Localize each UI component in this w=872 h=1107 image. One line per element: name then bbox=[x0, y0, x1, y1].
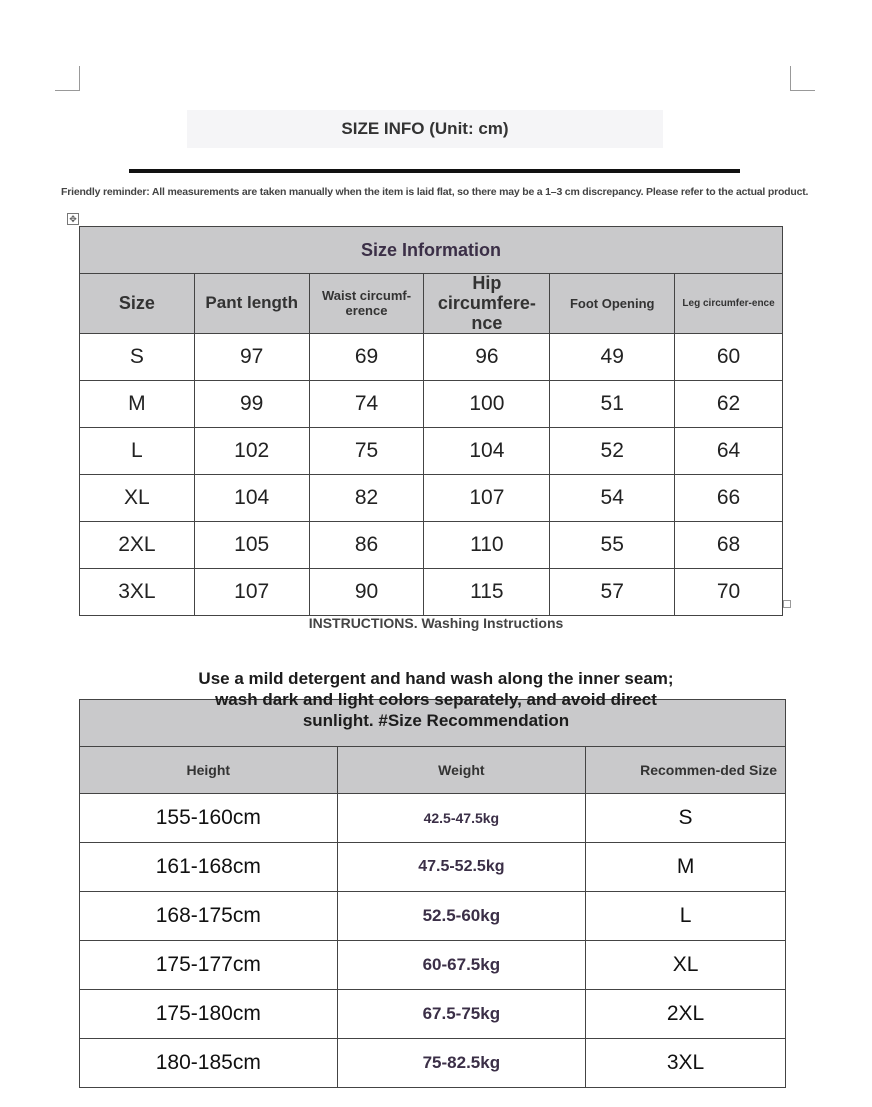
cell-size: 2XL bbox=[80, 522, 195, 569]
table-row bbox=[80, 794, 786, 843]
cell-hip: 110 bbox=[424, 522, 550, 569]
table-row bbox=[80, 892, 786, 941]
cell-weight: 42.5-47.5kg bbox=[337, 794, 586, 843]
cell-foot-opening: 57 bbox=[550, 569, 675, 616]
header-recommended-size: Recommen-ded Size bbox=[586, 747, 786, 794]
header-waist-circumference: Waist circumf-erence bbox=[309, 274, 424, 334]
cell-pant-length: 105 bbox=[194, 522, 309, 569]
table-row bbox=[80, 941, 786, 990]
instructions-title: INSTRUCTIONS. Washing Instructions bbox=[308, 615, 564, 631]
cell-leg: 62 bbox=[675, 381, 783, 428]
cell-size: S bbox=[80, 334, 195, 381]
cell-hip: 107 bbox=[424, 475, 550, 522]
cell-weight: 47.5-52.5kg bbox=[337, 843, 586, 892]
cell-pant-length: 97 bbox=[194, 334, 309, 381]
table-resize-handle[interactable] bbox=[783, 600, 791, 608]
table-row bbox=[80, 1039, 786, 1088]
header-hip-circumference: Hip circumfere-nce bbox=[424, 274, 550, 334]
cell-leg: 70 bbox=[675, 569, 783, 616]
cell-waist: 90 bbox=[309, 569, 424, 616]
cell-waist: 86 bbox=[309, 522, 424, 569]
table-row bbox=[80, 334, 783, 381]
page-corner-mark-top-left bbox=[55, 66, 80, 91]
table-row bbox=[80, 428, 783, 475]
header-pant-length: Pant length bbox=[194, 274, 309, 334]
header-height: Height bbox=[80, 747, 338, 794]
table-row bbox=[80, 843, 786, 892]
cell-hip: 104 bbox=[424, 428, 550, 475]
cell-hip: 100 bbox=[424, 381, 550, 428]
cell-height: 168-175cm bbox=[80, 892, 338, 941]
cell-recommended-size: 2XL bbox=[586, 990, 786, 1039]
cell-weight: 67.5-75kg bbox=[337, 990, 586, 1039]
cell-hip: 115 bbox=[424, 569, 550, 616]
cell-size: L bbox=[80, 428, 195, 475]
header-foot-opening: Foot Opening bbox=[550, 274, 675, 334]
cell-height: 180-185cm bbox=[80, 1039, 338, 1088]
page-corner-mark-top-right bbox=[790, 66, 815, 91]
cell-foot-opening: 49 bbox=[550, 334, 675, 381]
cell-foot-opening: 54 bbox=[550, 475, 675, 522]
cell-height: 175-180cm bbox=[80, 990, 338, 1039]
cell-recommended-size: M bbox=[586, 843, 786, 892]
cell-leg: 66 bbox=[675, 475, 783, 522]
cell-pant-length: 99 bbox=[194, 381, 309, 428]
cell-weight: 60-67.5kg bbox=[337, 941, 586, 990]
cell-recommended-size: 3XL bbox=[586, 1039, 786, 1088]
cell-weight: 75-82.5kg bbox=[337, 1039, 586, 1088]
table-row bbox=[80, 522, 783, 569]
cell-waist: 74 bbox=[309, 381, 424, 428]
cell-size: XL bbox=[80, 475, 195, 522]
cell-height: 155-160cm bbox=[80, 794, 338, 843]
cell-foot-opening: 55 bbox=[550, 522, 675, 569]
cell-pant-length: 107 bbox=[194, 569, 309, 616]
washing-instructions-text: Use a mild detergent and hand wash along the inner seam; wash dark and light colors separately, and avoid direct sunlight. #Size Recommendation bbox=[198, 669, 674, 730]
cell-height: 161-168cm bbox=[80, 843, 338, 892]
size-recommendation-table bbox=[79, 699, 786, 1088]
cell-waist: 69 bbox=[309, 334, 424, 381]
header-leg-circumference: Leg circumfer-ence bbox=[675, 274, 783, 334]
size-information-table bbox=[79, 226, 783, 616]
cell-recommended-size: S bbox=[586, 794, 786, 843]
cell-recommended-size: XL bbox=[586, 941, 786, 990]
cell-size: M bbox=[80, 381, 195, 428]
cell-foot-opening: 51 bbox=[550, 381, 675, 428]
header-weight: Weight bbox=[337, 747, 586, 794]
measurement-reminder: Friendly reminder: All measurements are taken manually when the item is laid flat, so there may be a 1–3 cm discrepancy. Please refer to the actual product. bbox=[61, 186, 809, 198]
cell-waist: 82 bbox=[309, 475, 424, 522]
cell-leg: 68 bbox=[675, 522, 783, 569]
table-row bbox=[80, 990, 786, 1039]
cell-hip: 96 bbox=[424, 334, 550, 381]
cell-weight: 52.5-60kg bbox=[337, 892, 586, 941]
cell-pant-length: 102 bbox=[194, 428, 309, 475]
table-move-handle-icon[interactable]: ✥ bbox=[67, 213, 79, 225]
table-row bbox=[80, 475, 783, 522]
cell-height: 175-177cm bbox=[80, 941, 338, 990]
header-size: Size bbox=[80, 274, 195, 334]
cell-pant-length: 104 bbox=[194, 475, 309, 522]
table-row bbox=[80, 381, 783, 428]
cell-recommended-size: L bbox=[586, 892, 786, 941]
page-title: SIZE INFO (Unit: cm) bbox=[187, 110, 663, 148]
cell-leg: 60 bbox=[675, 334, 783, 381]
title-divider bbox=[129, 169, 740, 173]
cell-waist: 75 bbox=[309, 428, 424, 475]
size-table-caption: Size Information bbox=[80, 227, 783, 274]
table-row bbox=[80, 569, 783, 616]
cell-foot-opening: 52 bbox=[550, 428, 675, 475]
cell-leg: 64 bbox=[675, 428, 783, 475]
cell-size: 3XL bbox=[80, 569, 195, 616]
